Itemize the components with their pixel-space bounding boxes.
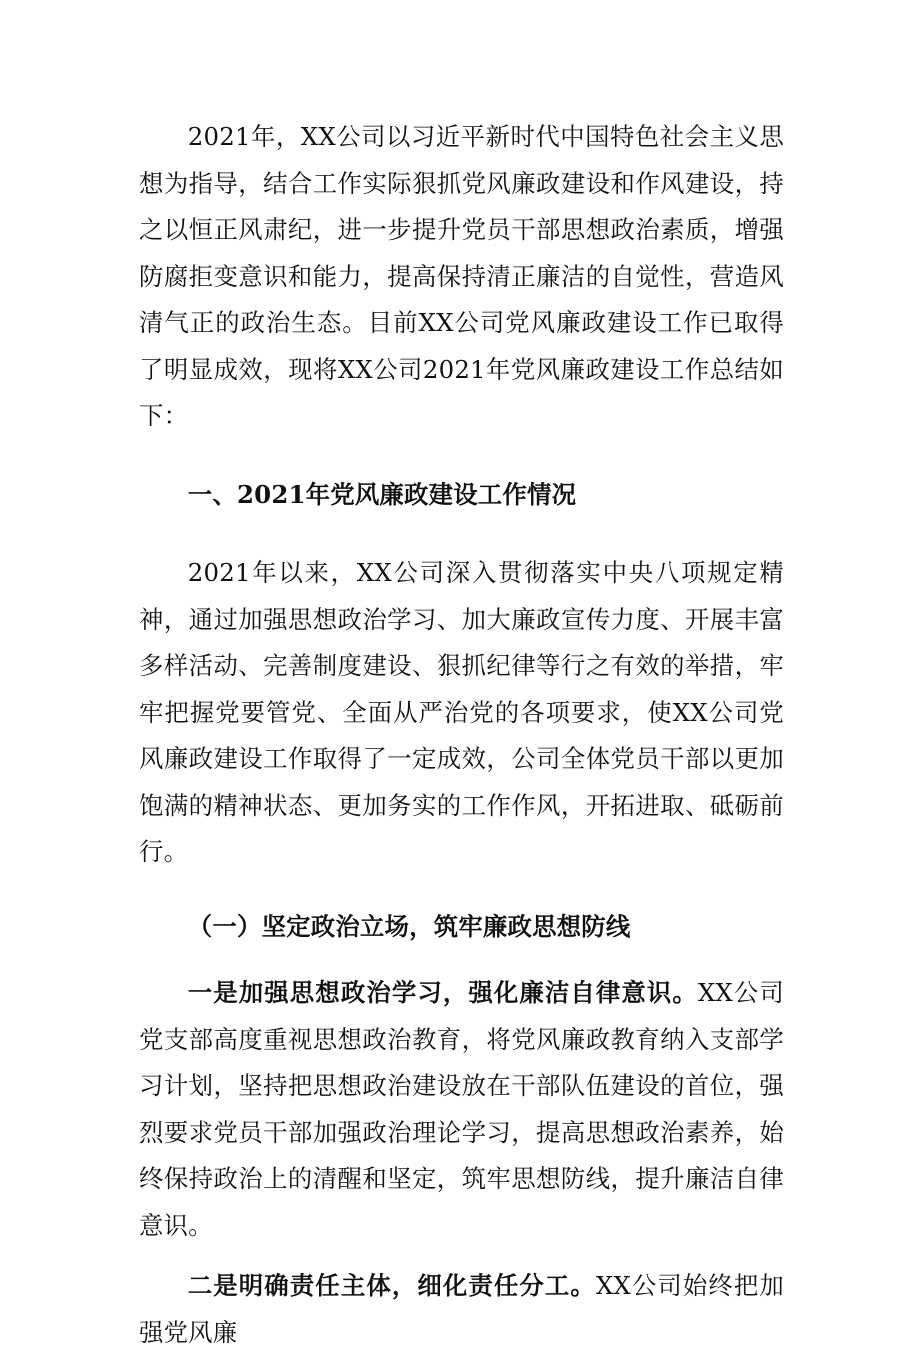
section-body-paragraph: 2021年以来，XX公司深入贯彻落实中央八项规定精神，通过加强思想政治学习、加大廉政宣传力度、开展丰富多样活动、完善制度建设、狠抓纪律等行之有效的举措，牢牢把握党要管党、全面从严治党的各项要求，使XX公司党风廉政建设工作取得了一定成效，公司全体党员干部以更加饱满的精神状态、更加务实的工作作风，开拓进取、砥砺前行。 <box>139 558 784 866</box>
point-lead-2: 二是明确责任主体，细化责任分工。 <box>187 1271 596 1300</box>
point-body-1: XX公司党支部高度重视思想政治教育，将党风廉政教育纳入支部学习计划，坚持把思想政治建设放在干部队伍建设的首位，强烈要求党员干部加强政治理论学习，提高思想政治素养，始终保持政治上的清醒和坚定，筑牢思想防线，提升廉洁自律意识。 <box>139 978 784 1240</box>
point-body-2: XX公司始终把加强党风廉 <box>139 1271 784 1347</box>
subsection-heading: （一）坚定政治立场，筑牢廉政思想防线 <box>187 911 631 941</box>
point-paragraph-2 <box>139 1263 784 1356</box>
intro-paragraph: 2021年，XX公司以习近平新时代中国特色社会主义思想为指导，结合工作实际狠抓党风廉政建设和作风建设，持之以恒正风肃纪，进一步提升党员干部思想政治素质，增强防腐拒变意识和能力，提高保持清正廉洁的自觉性，营造风清气正的政治生态。目前XX公司党风廉政建设工作已取得了明显成效，现将XX公司2021年党风廉政建设工作总结如下： <box>139 122 784 430</box>
point-lead-1: 一是加强思想政治学习，强化廉洁自律意识。 <box>187 978 698 1007</box>
document-page <box>139 114 784 1356</box>
section-heading: 一、2021年党风廉政建设工作情况 <box>187 479 577 509</box>
point-paragraph-1 <box>139 970 784 1249</box>
